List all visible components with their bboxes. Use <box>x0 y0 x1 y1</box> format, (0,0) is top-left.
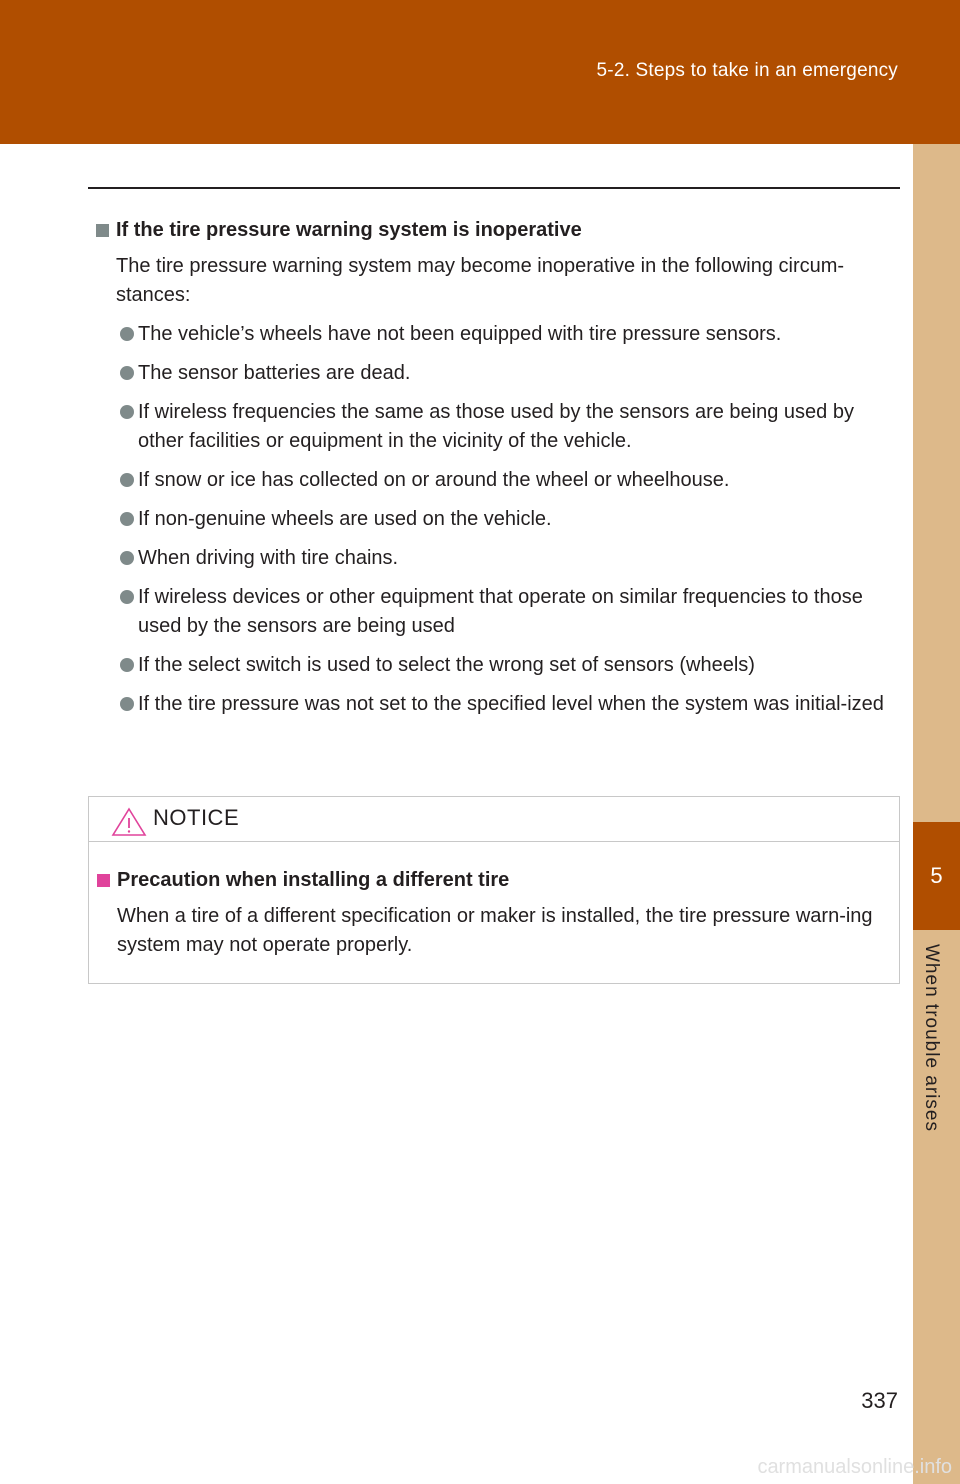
bullet-dot-icon <box>120 327 134 341</box>
pink-square-bullet-icon <box>97 874 110 887</box>
condition-list <box>96 320 896 719</box>
page-number: 337 <box>861 1388 898 1413</box>
bullet-dot-icon <box>120 473 134 487</box>
notice-heading <box>97 862 899 898</box>
square-bullet-icon <box>96 224 109 237</box>
chapter-label: When trouble arises <box>921 944 942 1132</box>
list-item: If snow or ice has collected on or around the wheel or wheelhouse. <box>96 466 896 495</box>
notice-title: NOTICE <box>153 805 240 830</box>
section-heading-text: If the tire pressure warning system is inoperative <box>116 219 582 241</box>
notice-text: When a tire of a different specification or maker is installed, the tire pressure warn-ing system may not operate properly. <box>117 905 873 956</box>
notice-box <box>88 796 900 984</box>
notice-header <box>89 797 899 842</box>
bullet-dot-icon <box>120 405 134 419</box>
chapter-number-tab: 5 <box>913 822 960 930</box>
list-item: If wireless devices or other equipment that operate on similar frequencies to those used by the sensors are being used <box>96 583 896 641</box>
list-item: If the tire pressure was not set to the specified level when the system was initial-ized <box>96 690 896 719</box>
section-heading <box>96 212 896 248</box>
list-item: The sensor batteries are dead. <box>96 359 896 388</box>
list-item: If the select switch is used to select the wrong set of sensors (wheels) <box>96 651 896 680</box>
main-content <box>96 212 896 719</box>
list-item: When driving with tire chains. <box>96 544 896 573</box>
notice-body <box>89 842 899 960</box>
watermark: carmanualsonline.info <box>757 1456 952 1478</box>
notice-heading-text: Precaution when installing a different tire <box>117 869 510 891</box>
list-item: The vehicle’s wheels have not been equipped with tire pressure sensors. <box>96 320 896 349</box>
side-tab <box>913 144 960 1484</box>
bullet-dot-icon <box>120 658 134 672</box>
intro-paragraph: The tire pressure warning system may become inoperative in the following circum-stances: <box>116 255 845 306</box>
top-divider <box>88 187 900 189</box>
section-title: 5-2. Steps to take in an emergency <box>596 60 898 81</box>
warning-triangle-icon <box>111 807 147 837</box>
bullet-dot-icon <box>120 590 134 604</box>
list-item: If non-genuine wheels are used on the vehicle. <box>96 505 896 534</box>
bullet-dot-icon <box>120 366 134 380</box>
bullet-dot-icon <box>120 551 134 565</box>
list-item: If wireless frequencies the same as those used by the sensors are being used by other facilities or equipment in the vicinity of the vehicle. <box>96 398 896 456</box>
bullet-dot-icon <box>120 697 134 711</box>
bullet-dot-icon <box>120 512 134 526</box>
